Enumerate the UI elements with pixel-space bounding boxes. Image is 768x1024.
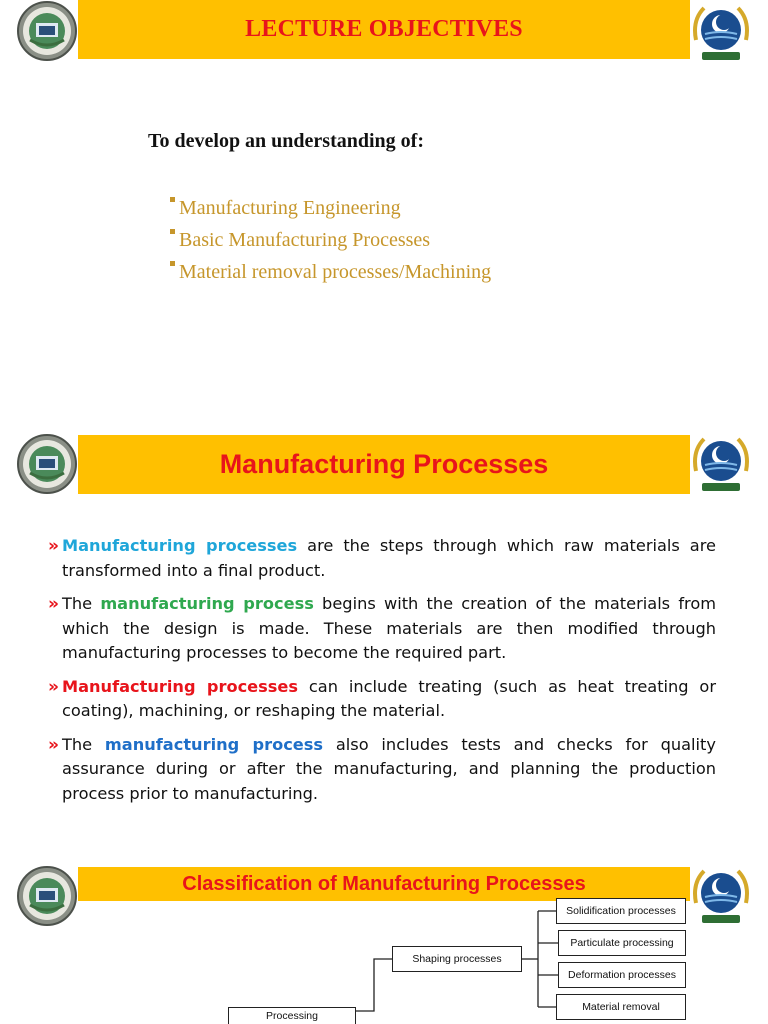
chevron-bullet-icon: »	[48, 536, 59, 556]
paragraph: » Manufacturing processes are the steps through which raw materials are transformed into a final product.	[48, 536, 716, 580]
tree-node-deformation: Deformation processes	[558, 962, 686, 988]
square-bullet-icon	[170, 229, 175, 234]
page-title: LECTURE OBJECTIVES	[245, 16, 523, 42]
tree-node-material-removal: Material removal	[556, 994, 686, 1020]
title-bar	[78, 0, 690, 59]
slide-title: Classification of Manufacturing Processes	[182, 872, 586, 895]
paragraph: » The manufacturing process begins with the creation of the materials from which the design is made. These materials are then modified through manufacturing processes to become the required part.	[48, 594, 716, 662]
paragraph: » The manufacturing process also includes tests and checks for quality assurance during or after the manufacturing, and planning the production process prior to manufacturing.	[48, 734, 716, 803]
highlighted-term: manufacturing process	[104, 734, 324, 754]
slide-classification	[0, 835, 768, 1024]
highlighted-term: manufacturing process	[100, 594, 314, 613]
chevron-bullet-icon: »	[48, 734, 59, 755]
university-crescent-seal-icon	[690, 0, 752, 64]
objectives-intro: To develop an understanding of:	[148, 130, 424, 152]
tree-node-processing: Processing	[228, 1007, 356, 1024]
chevron-bullet-icon: »	[48, 676, 59, 697]
tree-node-particulate: Particulate processing	[558, 930, 686, 956]
paragraph: » Manufacturing processes can include treating (such as heat treating or coating), machining, or reshaping the material.	[48, 676, 716, 720]
slide-lecture-objectives	[0, 0, 768, 415]
square-bullet-icon	[170, 197, 175, 202]
slide-title: Manufacturing Processes	[219, 449, 549, 479]
engineering-university-crest-icon	[16, 0, 78, 62]
highlighted-term: Manufacturing processes	[62, 536, 298, 555]
list-item: Manufacturing Engineering	[170, 192, 491, 224]
highlighted-term: Manufacturing processes	[62, 676, 299, 696]
title-bar	[78, 435, 690, 494]
university-crescent-seal-icon	[690, 431, 752, 495]
objectives-list	[170, 192, 491, 288]
square-bullet-icon	[170, 261, 175, 266]
list-item: Basic Manufacturing Processes	[170, 224, 491, 256]
engineering-university-crest-icon	[16, 433, 78, 495]
chevron-bullet-icon: »	[48, 594, 59, 614]
list-item: Material removal processes/Machining	[170, 256, 491, 288]
tree-node-solidification: Solidification processes	[556, 898, 686, 924]
process-paragraph-list	[48, 534, 716, 815]
slide-manufacturing-processes	[0, 415, 768, 825]
tree-node-shaping: Shaping processes	[392, 946, 522, 972]
